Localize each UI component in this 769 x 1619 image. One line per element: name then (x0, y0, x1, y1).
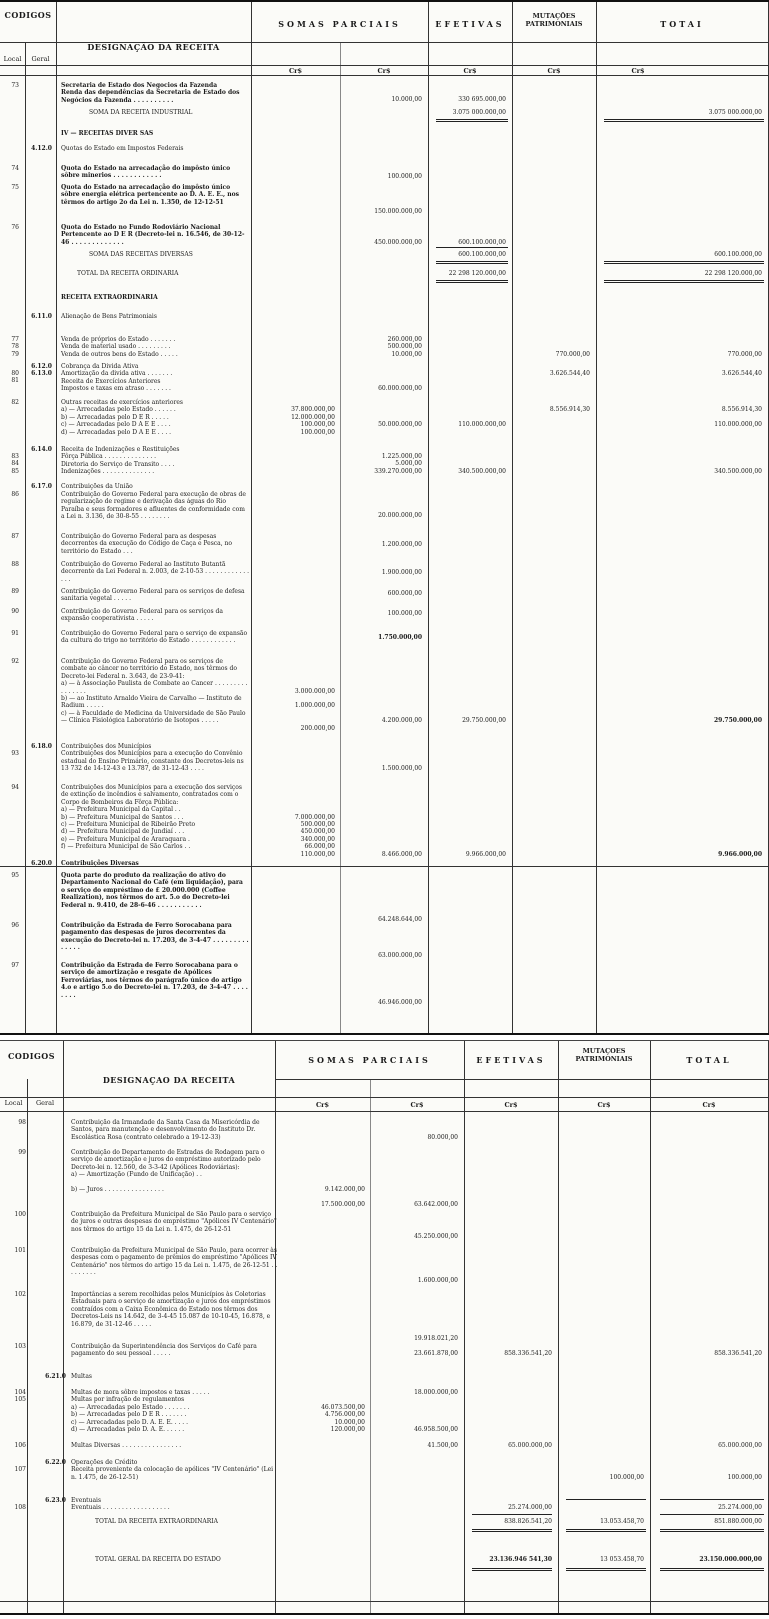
partial-sum: 20.000.000,00 (378, 512, 422, 519)
partial-sum: 600.000,00 (387, 590, 422, 597)
code-local: 99 (18, 1149, 26, 1156)
effective-value: 22 298 120.000,00 (448, 270, 506, 277)
partial-sum: 10.000,00 (391, 96, 422, 103)
currency-label: Cr$ (631, 67, 645, 75)
total-value: 65.000.000,00 (718, 1442, 762, 1449)
code-local: 104 105 (14, 1389, 26, 1404)
row-description: Contribuição do Governo Federal para os serviços de combate ao câncer no território do Estado, nos têrmos do Decreto-lei Federal n. 3.643, de 23-9-41: a) — à Associação Paulista de Combate ao Cancer . . . . . . . . . . . . . . . . b) — ao Instituto Arnaldo Vieira de Carvalho — Instituto de Radium . . . . . c) — à Faculdade de Medicina da Universidade de São Paulo — Clínica Fisiológica Laboratório de Isotopos . . . . . (61, 658, 248, 725)
currency-label: Cr$ (597, 1101, 611, 1109)
code-local: 93 (11, 750, 19, 757)
effective-value: 65.000.000,00 (508, 1442, 552, 1449)
code-local: 82 (11, 399, 19, 406)
code-geral: 6.22.0 (45, 1459, 66, 1466)
header-somas-parciais: SOMAS PARCIAIS (308, 1055, 431, 1065)
header-local: Local (3, 55, 22, 63)
header-mutacoes: MUTAÇOES PATRIMONIAIS (575, 1047, 633, 1063)
code-local: 95 (11, 872, 19, 879)
partial-sum: 23.661.878,00 (414, 1350, 458, 1358)
row-description: Contribuição do Governo Federal para os serviços da expansão cooperativista . . . . . (61, 608, 223, 623)
total-value: 23.150.000.000,00 (699, 1556, 762, 1563)
code-local: 76 (11, 224, 19, 231)
partial-sum: 41.500,00 (427, 1442, 458, 1449)
row-description: Receita de Indenizações e Restituições Fôrça Pública . . . . . . . . . . . . . . Diretoria do Serviço de Transito . . . . Indenizações . . . . . . . . . . . . . . (61, 446, 180, 476)
code-local: 92 (11, 658, 19, 665)
total-value: 3.075 000.000,00 (708, 109, 762, 116)
total-value: 3.626.544,40 (721, 370, 762, 378)
row-description: Contribuição da Estrada de Ferro Sorocabana para pagamento das despesas de juros decorrentes da execução do Decreto-lei n. 17.203, de 3-4-47 . . . . . . . . . . . . . . (61, 922, 249, 952)
effective-value: 858.336.541,20 (504, 1350, 552, 1358)
partial-sum: 150.000.000,00 (374, 208, 422, 215)
code-local: 94 (11, 784, 19, 791)
total-value: 858.336.541,20 (714, 1350, 762, 1358)
code-geral: 4.12.0 (31, 145, 52, 152)
effective-value: 600.100.000,00 (458, 239, 506, 246)
effective-value: 838.826.541,20 (504, 1518, 552, 1525)
effective-value: 23.136.946 541,30 (489, 1556, 552, 1563)
code-local: 88 (11, 561, 19, 568)
header-somas-parciais: SOMAS PARCIAIS (278, 19, 401, 29)
partial-sum: 1.900.000,00 (381, 569, 422, 576)
code-local: 97 (11, 962, 19, 969)
effective-value: 110.000.000,00 (458, 421, 506, 429)
code-local: 107 (14, 1466, 26, 1473)
partial-sum: 60.000.000,00 (378, 385, 422, 393)
code-local: 106 (14, 1442, 26, 1449)
total-value: 8.556.914,30 110.000.000,00 (714, 406, 762, 429)
effective-value: 9.966.000,00 (465, 850, 506, 858)
row-description: Importâncias a serem recolhidas pelos Municípios às Coletorias Estaduais para o serviço de amortização e juros dos empréstimos contraídos com a Caixa Econômica do Estado nos têrmos dos Decretos-Leis ns 14.642, de 3-4-45 15.087 de 10-10-45, 16.878, e 16.879, de 31-12-46 . . . . . (71, 1291, 271, 1328)
total-value: 9.966.000,00 (718, 850, 762, 858)
mutation-value: 8.556.914,30 (549, 406, 590, 414)
partial-sum: 64.248.644,00 (378, 916, 422, 924)
currency-label: Cr$ (504, 1101, 518, 1109)
partial-sum: 450.000.000,00 (374, 239, 422, 246)
row-description: IV — RECEITAS DIVER SAS (61, 130, 154, 137)
budget-table-page-2 (0, 1040, 769, 1615)
header-mutacoes: MUTAÇÕES PATRIMONIAIS (525, 12, 583, 28)
row-description: Contribuição da Prefeitura Municipal de São Paulo, para ocorrer às despesas com o pagamento de prêmios do empréstimo "Apólices IV Centenário" nos têrmos do artigo 15 da Lei n. 1.475, de 26-12-51 . . . . . . . . . (71, 1247, 278, 1277)
partial-sum: 63.642.000,00 (414, 1200, 458, 1208)
currency-label: Cr$ (463, 67, 477, 75)
row-description: Contribuição do Governo Federal para os serviços de defesa sanitaria vegetal . . . . . (61, 588, 245, 603)
header-total: TOTAL (686, 1055, 732, 1065)
code-local: 96 (11, 922, 19, 929)
row-description: Outras receitas de exercícios anteriores a) — Arrecadadas pelo Estado . . . . . . b) — Arrecadadas pelo D E R . . . . . c) — Arrecadadas pelo D A E E . . . . d) — Arrecadadas pelo D A E E . . . . (61, 399, 183, 436)
partial-sum: 80.000,00 (427, 1133, 458, 1141)
code-local: 103 (14, 1343, 26, 1350)
row-description: Contribuição do Governo Federal para o serviço de expansão da cultura do trigo no território do Estado . . . . . . . . . . . . (61, 630, 248, 645)
partial-sum: 100.000,00 (387, 610, 422, 617)
row-description: Contribuição da Irmandade da Santa Casa da Misericórdia de Santos, para manutenção e desenvolvimento do Instituto Dr. Escolástica Rosa (contrato celebrado a 19-12-33) (71, 1119, 260, 1141)
code-local: 108 (14, 1504, 26, 1511)
header-geral: Geral (35, 1099, 55, 1107)
mutation-value: 100.000,00 (609, 1473, 644, 1481)
effective-value: 340.500.000,00 (458, 467, 506, 475)
row-description: Quota parte do produto da realização do ativo do Departamento Nacional do Café (em liquidação), para o serviço do empréstimo de £ 20.000.000 (Coffee Realization), nos têrmos do art. 5.o do Decreto-lei Federal n. 9.410, de 28-6-46 . . . . . . . . . . . (61, 872, 243, 909)
code-local: 91 (11, 630, 19, 637)
header-efetivas: EFETIVAS (435, 19, 505, 29)
partial-sum: 19.918.021,20 (414, 1335, 458, 1343)
partial-sum: 4.200.000,00 (381, 717, 422, 725)
code-local: 102 (14, 1291, 26, 1298)
partial-sum: 1.200.000,00 (381, 541, 422, 548)
header-geral: Geral (31, 55, 50, 63)
partial-sum: 1.225.000,00 5.000,00 339.270.000,00 (374, 453, 422, 475)
header-local: Local (4, 1099, 23, 1107)
effective-value: 25.274.000,00 (508, 1504, 552, 1512)
currency-label: Cr$ (315, 1101, 330, 1109)
row-description: Contribuições dos Municípios Contribuições dos Municípios para a execução do Convênio estadual do Ensino Primário, constante dos Decretos-leis ns 13 732 de 14-12-43 e 13.787, de 31-12-43 . . . . (61, 743, 244, 773)
row-description: Multas (71, 1373, 92, 1380)
code-local: 83 84 85 (11, 453, 19, 475)
code-local: 75 (11, 184, 19, 191)
row-description: TOTAL GERAL DA RECEITA DO ESTADO (95, 1556, 221, 1563)
currency-label: Cr$ (410, 1101, 424, 1109)
total-value: 100.000,00 (727, 1473, 762, 1481)
total-value: 770.000,00 (727, 350, 762, 358)
row-description: Quota do Estado na arrecadação do impôsto único sôbre minerios . . . . . . . . . . . . (61, 165, 231, 180)
total-value: 340.500.000,00 (714, 467, 762, 475)
total-value: 29.750.000,00 (713, 717, 762, 725)
header-designacao: DESIGNAÇAO DA RECEITA (102, 1075, 236, 1085)
row-description: SOMA DA RECEITA INDUSTRIAL (89, 109, 193, 116)
effective-value: 330 695.000,00 (458, 96, 506, 103)
effective-value: 3.075 000.000,00 (452, 109, 506, 116)
partial-sum-sub: 9.142.000,00 17.500.000,00 (321, 1186, 365, 1208)
row-description: SOMA DAS RECEITAS DIVERSAS (89, 251, 193, 258)
code-local: 98 (18, 1119, 26, 1126)
header-designacao: DESIGNAÇÃO DA RECEITA (87, 42, 220, 52)
row-description: Contribuição do Governo Federal para execução de obras de regularização de regime e derivação das águas do Rio Paraíba e seus formadores e afluentes de conformidade com a Lei n. 3.136, de 30-8-55 . . . . . . . . (61, 491, 246, 521)
currency-label: Cr$ (547, 67, 561, 75)
effective-value: 600.100.000,00 (458, 251, 506, 258)
partial-sum: 46.946.000,00 (378, 999, 422, 1007)
partial-sum: 50.000.000,00 (378, 421, 422, 429)
code-local: 87 (11, 533, 19, 540)
total-value: 851.880.000,00 (714, 1518, 762, 1525)
currency-label: Cr$ (288, 67, 303, 75)
code-local: 90 (11, 608, 19, 615)
code-geral: 6.17.0 (31, 483, 52, 490)
row-description: Multas de mora sôbre impostos e taxas . . . . . Multas por infração de regulamentos a) — Arrecadadas pelo Estado . . . . . . . b) — Arrecadadas pelo D E R . . . . . . . c) — Arrecadadas pelo D. A. E. E. . . . . d) — Arrecadadas pelo D. A. E. . . . . . (71, 1389, 210, 1434)
row-description: Contribuição da Prefeitura Municipal de São Paulo para o serviço de juros e outras despesas do empréstimo "Apólices IV Centenário" nos têrmos do artigo 15 da Lei n. 1.475, de 26-12-51 (71, 1211, 277, 1233)
code-local: 74 (11, 165, 19, 172)
row-description: Alienação de Bens Patrimoniais (61, 313, 157, 320)
code-local: 101 (14, 1247, 26, 1254)
mutation-value: 13.053.458,70 (600, 1518, 644, 1525)
row-description: Quotas do Estado em Impostos Federais (61, 145, 184, 152)
total-value: 25.274.000,00 (718, 1504, 762, 1512)
partial-sum-sub: 3.000.000,00 1.000.000,00 200.000,00 (294, 687, 335, 732)
row-description: Contribuição do Governo Federal para as despesas decorrentes da execução do Código de Caça e Pesca, no território do Estado . . . (61, 533, 233, 555)
row-description: TOTAL DA RECEITA EXTRAORDINARIA (95, 1518, 218, 1525)
header-total: TOTAI (660, 19, 704, 29)
code-local: 100 (14, 1211, 26, 1218)
header-codigos: CODIGOS (7, 1051, 56, 1061)
code-local: 80 81 (11, 370, 19, 385)
partial-sum: 63.000.000,00 (378, 951, 422, 959)
currency-label: Cr$ (377, 67, 391, 75)
code-local: 77 78 79 (11, 336, 19, 358)
code-geral: 6.14.0 (31, 446, 52, 453)
row-description: TOTAL DA RECEITA ORDINARIA (77, 270, 179, 277)
code-geral: 6.21.0 (45, 1373, 66, 1380)
code-geral: 6.18.0 (31, 743, 52, 750)
row-description: RECEITA EXTRAORDINARIA (61, 294, 158, 301)
total-value: 600.100.000,00 (714, 251, 762, 258)
partial-sum: 1.750.000,00 (378, 634, 422, 641)
row-description: Contribuição da Superintendência dos Serviços do Café para pagamento do seu pessoal . . . . . (71, 1343, 257, 1358)
row-description: Contribuição do Departamento de Estradas de Rodagem para o serviço de amortização e juros do empréstimo autorizado pelo Decreto-lei n. 12.560, de 3-3-42 (Apólices Rodoviárias): a) — Amortização (Fundo de Unificação) . . b) — Juros . . . . . . . . . . . . . . . . (71, 1149, 265, 1194)
row-description: Contribuições da União (61, 483, 133, 490)
total-value: 22 298 120.000,00 (704, 270, 762, 277)
partial-sum: 8.466.000,00 (381, 850, 422, 858)
code-local: 73 (11, 82, 19, 89)
row-description: Secretaria de Estado dos Negocios da Fazenda Renda das dependências da Secretaria de Estado dos Negócios da Fazenda . . . . . . . . . . (61, 82, 240, 104)
row-description: Operações de Crédito Receita proveniente da colocação de apólices "IV Centenário" (Lei n. 1.475, de 26-12-51) (71, 1459, 274, 1481)
partial-sum-sub: 37.800.000,00 12.000.000,00 100.000,00 100.000,00 (291, 406, 335, 436)
code-local: 86 (11, 491, 19, 498)
mutation-value: 3.626.544,40 (549, 370, 590, 378)
currency-label: Cr$ (702, 1101, 716, 1109)
partial-sum-sub: 7.000.000,00 500.000,00 450.000,00 340.000,00 66.000,00 110.000,00 (294, 813, 335, 858)
row-description: Quota do Estado na arrecadação do impôsto único sôbre energia elétrica pertencente ao D. A. E. E., nos têrmos do artigo 2o da Lei n. 1.350, de 12-12-51 (61, 184, 239, 206)
mutation-value: 770.000,00 (555, 350, 590, 358)
effective-value: 29.750.000,00 (462, 717, 506, 725)
row-description: Contribuições Diversas (61, 860, 139, 867)
partial-sum: 1.600.000,00 (417, 1276, 458, 1284)
row-description: Eventuais Eventuais . . . . . . . . . . . . . . . . . . (71, 1497, 170, 1512)
code-geral: 6.20.0 (31, 860, 52, 867)
partial-sum: 18.000.000,00 46.958.500,00 (414, 1389, 458, 1434)
header-codigos: CODIGOS (4, 10, 52, 20)
partial-sum: 100.000,00 (387, 173, 422, 180)
row-description: Cobrança da Divida Ativa Amortização da divida ativa . . . . . . . Receita de Exercícios Anteriores Impostos e taxas em atraso . . . . . . . (61, 363, 173, 393)
header-efetivas: EFETIVAS (476, 1055, 546, 1065)
code-local: 89 (11, 588, 19, 595)
row-description: Quota do Estado no Fundo Rodoviário Nacional Pertencente ao D E R (Decreto-lei n. 16.546, de 30-12-46 . . . . . . . . . . . . . (61, 224, 245, 246)
partial-sum-sub: 46.073.500,00 4.756.000,00 10.000,00 120.000,00 (321, 1403, 365, 1434)
row-description: Multas Diversas . . . . . . . . . . . . . . . . (71, 1442, 182, 1449)
row-description: Contribuição do Governo Federal ao Instituto Butantã decorrente da Lei Federal n. 2.003, de 2-10-53 . . . . . . . . . . . . . . . (61, 561, 250, 583)
code-geral: 6.23.0 (45, 1497, 66, 1504)
row-description: Contribuição da Estrada de Ferro Sorocabana para o serviço de amortização e resgate de Apólices Ferroviárias, nos têrmos do parágrafo único do artigo 4.o e artigo 5.o do Decreto-lei n. 17.203, de 3-4-47 . . . . . . . . (61, 962, 248, 999)
row-description: Contribuições dos Municípios para a execução dos serviços de extinção de incêndios e salvamento, contratados com o Corpo de Bombeiros da Fôrça Pública: a) — Prefeitura Municipal da Capital . . b) — Prefeitura Municipal de Santos . . . c) — Prefeitura Municipal de Ribeirão Preto d) — Prefeitura Municipal de Jundiaí . . . e) — Prefeitura Municipal de Araraquara . f) — Prefeitura Municipal de São Carlos . . (61, 784, 242, 851)
partial-sum: 45.250.000,00 (414, 1233, 458, 1241)
row-description: Venda de próprios do Estado . . . . . . . Venda de material usado . . . . . . . . . Venda de outros bens do Estado . . . . . (61, 336, 178, 358)
partial-sum: 1.500.000,00 (381, 765, 422, 773)
partial-sum: 260.000,00 500.000,00 10.000,00 (387, 336, 422, 358)
mutation-value: 13 053.458,70 (600, 1556, 644, 1563)
code-geral: 6.12.0 6.13.0 (31, 363, 52, 378)
code-geral: 6.11.0 (31, 313, 52, 320)
